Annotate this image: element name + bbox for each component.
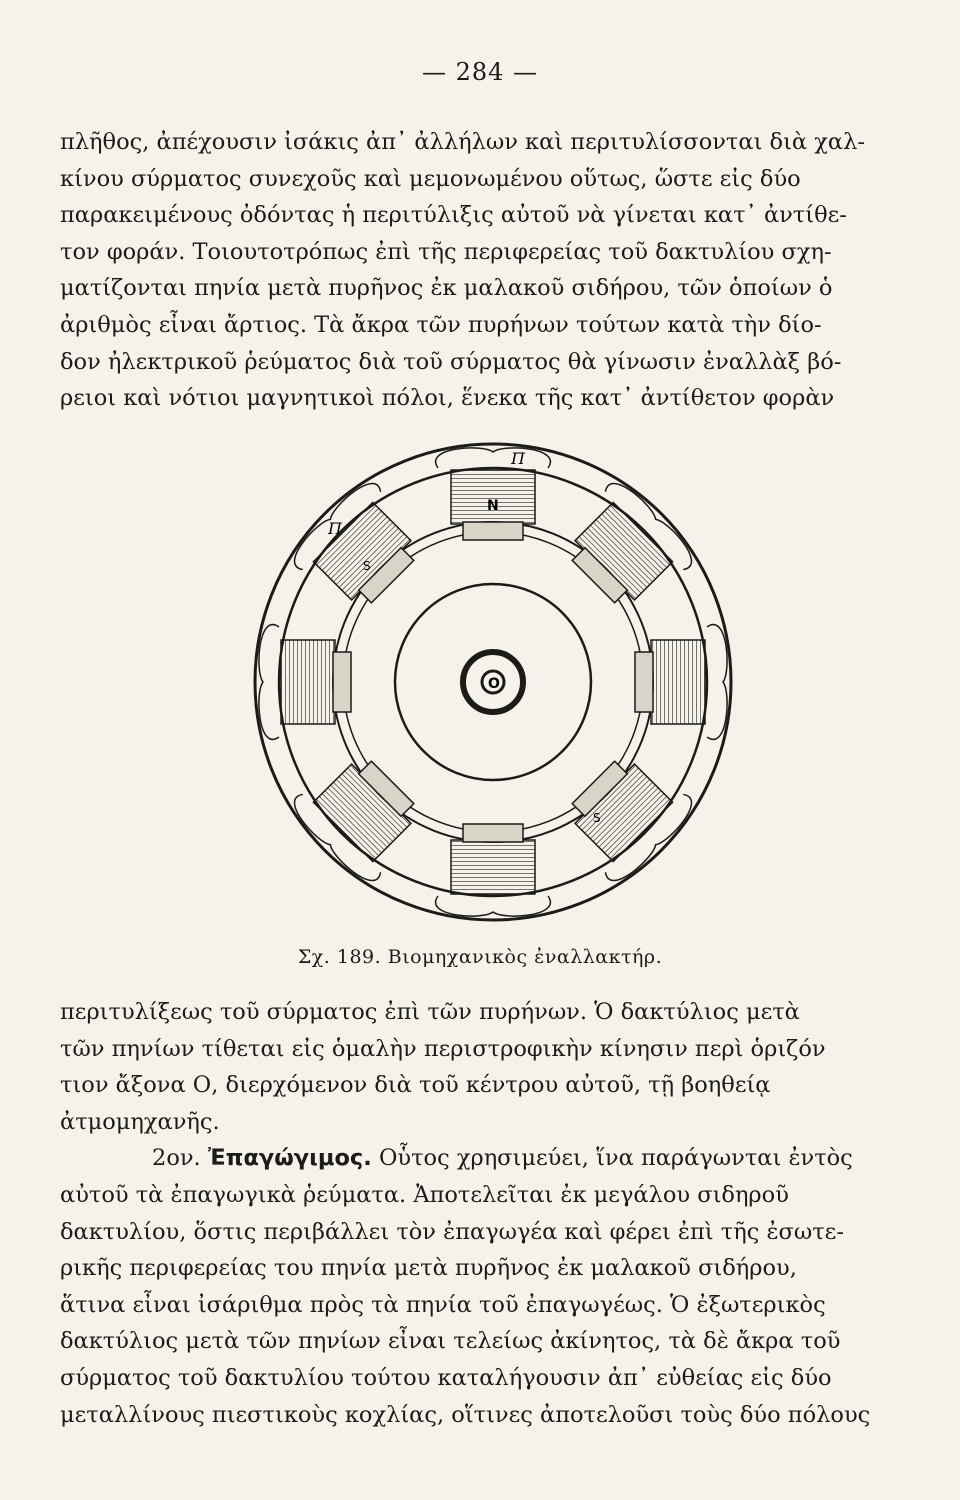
page-number: — 284 — [421,58,539,86]
paragraph-heading: Ἐπαγώγιμος. [207,1145,372,1172]
text-line: πλῆθος, ἀπέχουσιν ἰσάκις ἀπ᾽ ἀλλήλων καὶ περιτυλίσσονται διὰ χαλ- [60,129,865,155]
text-line: μεταλλίνους πιεστικοὺς κοχλίας, οἵτινες ἀποτελοῦσι τοὺς δύο πόλους [60,1401,871,1428]
text-line: τῶν πηνίων τίθεται εἰς ὁμαλὴν περιστροφικὴν κίνησιν περὶ ὁριζόν [60,1035,826,1062]
text-block-top [60,124,910,417]
label-pole-s1: S [363,559,371,573]
text-line: αὐτοῦ τὰ ἐπαγωγικὰ ῥεύματα. Ἀποτελεῖται ἐκ μεγάλου σιδηροῦ [60,1181,789,1208]
text-line: ἀριθμὸς εἶναι ἄρτιος. Τὰ ἄκρα τῶν πυρήνων τούτων κατὰ τὴν δίο- [60,311,822,338]
label-pole-s2: S [593,811,601,825]
paragraph-number: 2ον. [152,1145,201,1172]
text-line: σύρματος τοῦ δακτυλίου τούτου καταλήγουσιν ἀπ᾽ εὐθείας εἰς δύο [60,1364,832,1391]
figure-caption: Σχ. 189. Βιομηχανικὸς ἐναλλακτήρ. [297,946,663,968]
text-line: ρειοι καὶ νότιοι μαγνητικοὶ πόλοι, ἕνεκα τῆς κατ᾽ ἀντίθετον φορὰν [60,385,835,412]
label-center: O [488,676,500,692]
text-line: ἅτινα εἶναι ἰσάριθμα πρὸς τὰ πηνία τοῦ ἐπαγωγέως. Ὁ ἐξωτερικὸς [60,1291,826,1318]
text-line: δακτυλίου, ὅστις περιβάλλει τὸν ἐπαγωγέα καὶ φέρει ἐπὶ τῆς ἐσωτε- [60,1218,844,1245]
text-line: κίνου σύρματος συνεχοῦς καὶ μεμονωμένου οὕτως, ὥστε εἰς δύο [60,165,801,192]
text-line: δακτύλιος μετὰ τῶν πηνίων εἶναι τελείως ἀκίνητος, τὰ δὲ ἄκρα τοῦ [60,1328,841,1355]
text-line: ἀτμομηχανῆς. [60,1108,220,1135]
alternator-figure [251,440,736,925]
label-top: Π [511,449,525,468]
paragraph-heading-line [60,1140,910,1177]
paragraph-first-line: Οὗτος χρησιμεύει, ἵνα παράγωνται ἐντὸς [378,1145,853,1172]
label-pole-n: N [487,498,499,514]
text-line: δον ἠλεκτρικοῦ ῥεύματος διὰ τοῦ σύρματος θὰ γίνωσιν ἐναλλὰξ βό- [60,348,842,375]
text-line: ρικῆς περιφερείας του πηνία μετὰ πυρῆνος ἐκ μαλακοῦ σιδήρου, [60,1255,797,1282]
text-line: τιον ἄξονα Ο, διερχόμενον διὰ τοῦ κέντρου αὐτοῦ, τῇ βοηθείᾳ [60,1072,771,1099]
text-block-bottom [60,994,910,1433]
text-line: τον φοράν. Τοιουτοτρόπως ἐπὶ τῆς περιφερείας τοῦ δακτυλίου σχη- [60,238,832,265]
text-line: παρακειμένους ὀδόντας ἡ περιτύλιξις αὐτοῦ νὰ γίνεται κατ᾽ ἀντίθε- [60,202,847,229]
alternator-drawing [251,440,736,925]
label-upper-left: Π [328,519,342,538]
text-line: ματίζονται πηνία μετὰ πυρῆνος ἐκ μαλακοῦ σιδήρου, τῶν ὁποίων ὁ [60,275,833,302]
text-line: περιτυλίξεως τοῦ σύρματος ἐπὶ τῶν πυρήνων. Ὁ δακτύλιος μετὰ [60,999,800,1025]
